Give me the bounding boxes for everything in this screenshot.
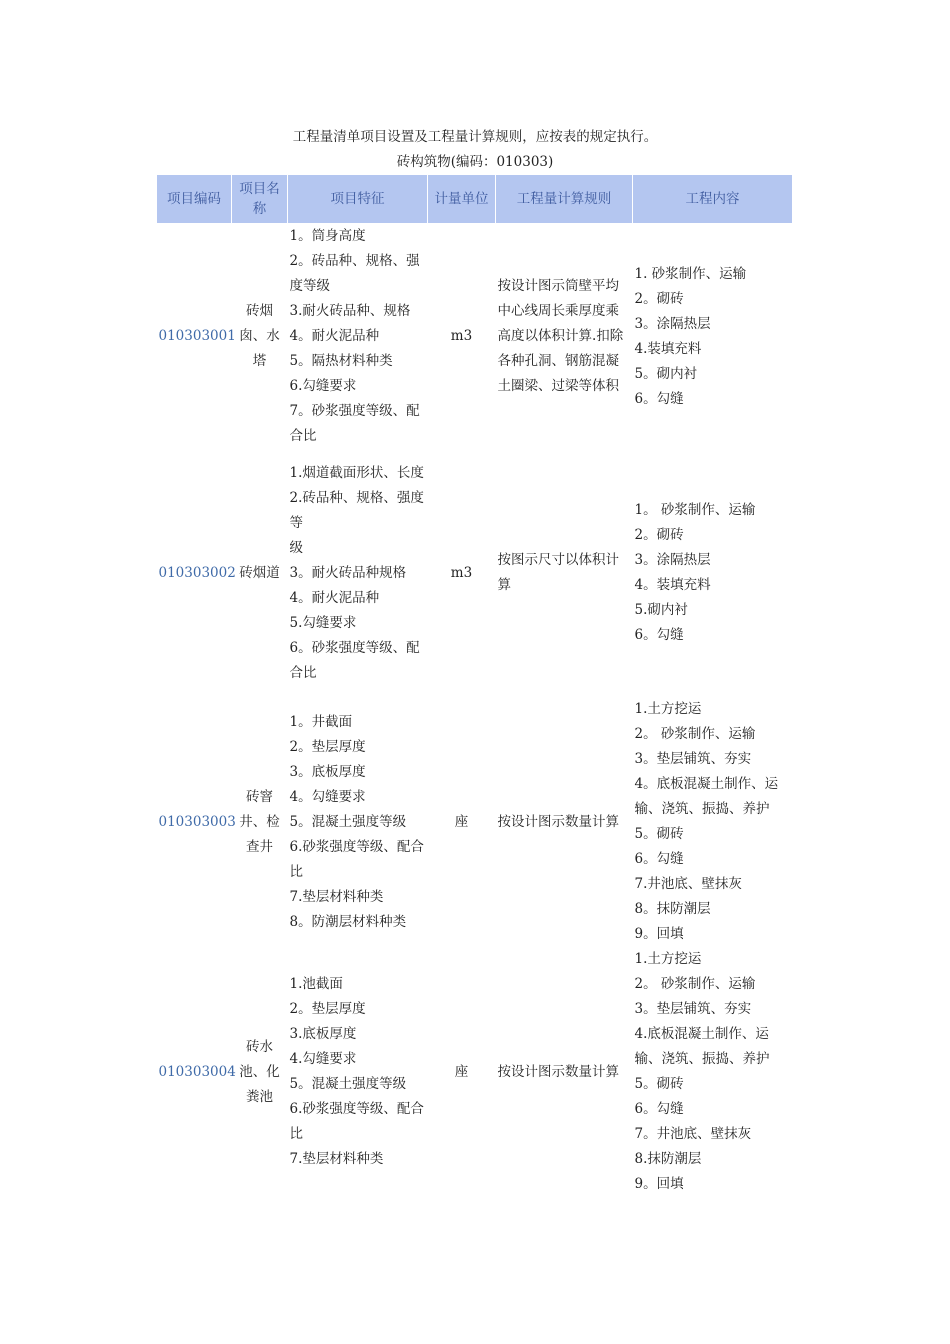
item-unit: 座: [454, 813, 469, 830]
feature-line: 3.耐火砖品种、规格: [289, 303, 411, 319]
feature-line: 6.勾缝要求: [289, 378, 357, 394]
item-rule: 按设计图示筒壁平均中心线周长乘厚度乘高度以体积计算.扣除各种孔洞、钢筋混凝土圈梁、过梁等体积: [497, 278, 624, 394]
item-rule: 按设计图示数量计算: [497, 1063, 619, 1080]
item-name: 砖水池、化粪池: [239, 1038, 280, 1105]
feature-line: 5。混凝土强度等级: [289, 1076, 407, 1092]
item-name: 砖烟道: [239, 564, 280, 581]
content-line: 8.抹防潮层: [634, 1151, 702, 1167]
intro-text: 工程量清单项目设置及工程量计算规则，应按表的规定执行。: [292, 129, 658, 145]
content-line: 4。装填充料: [634, 577, 711, 593]
item-unit: m3: [450, 564, 473, 581]
feature-line: 6。砂浆强度等级、配合比: [289, 639, 420, 681]
feature-line: 2。垫层厚度: [289, 738, 366, 755]
content-line: 9。回填: [634, 926, 684, 942]
item-features: [288, 947, 428, 1197]
item-unit: 座: [454, 1063, 469, 1080]
content-line: 5。砌砖: [634, 826, 684, 842]
feature-line: 4。勾缝要求: [289, 788, 366, 805]
feature-line: 6.砂浆强度等级、配合比: [289, 838, 424, 880]
content-line: 1.土方挖运: [634, 951, 702, 967]
content-line: 3。涂隔热层: [634, 552, 711, 568]
table-caption: 砖构筑物(编码：010303): [396, 154, 554, 170]
feature-line: 7。砂浆强度等级、配合比: [289, 403, 420, 444]
feature-line: 8。防潮层材料种类: [289, 913, 407, 930]
content-line: 7。井池底、壁抹灰: [634, 1126, 752, 1142]
table-header-row: [157, 175, 793, 224]
content-line: 6。勾缝: [634, 851, 684, 867]
content-line: 4.装填充料: [634, 340, 702, 357]
item-name: 砖烟囱、水塔: [239, 303, 280, 369]
item-code: 010303002: [158, 564, 236, 581]
item-content: [633, 697, 793, 947]
feature-line: 3。底板厚度: [289, 763, 366, 780]
header-content: 工程内容: [633, 175, 793, 224]
content-line: 5。砌砖: [634, 1076, 684, 1092]
content-line: 1。 砂浆制作、运输: [634, 502, 756, 518]
header-rule: 工程量计算规则: [496, 175, 633, 224]
feature-line: 3。耐火砖品种规格: [289, 564, 407, 581]
table-row: [157, 697, 793, 947]
bill-of-quantities-table: [156, 174, 793, 1197]
table-row: [157, 947, 793, 1197]
content-line: 8。抹防潮层: [634, 901, 711, 917]
content-line: 2。砌砖: [634, 527, 684, 543]
feature-line: 1。筒身高度: [289, 228, 366, 244]
content-line: 6。勾缝: [634, 627, 684, 643]
item-content: [633, 224, 793, 450]
table-row: [157, 449, 793, 697]
feature-line: 1.烟道截面形状、长度: [289, 464, 424, 481]
feature-line: 6.砂浆强度等级、配合比: [289, 1101, 424, 1142]
item-code: 010303001: [158, 328, 236, 344]
feature-line: 1。井截面: [289, 713, 353, 730]
content-line: 2。 砂浆制作、运输: [634, 726, 756, 742]
item-features: [288, 224, 428, 450]
content-line: 7.井池底、壁抹灰: [634, 876, 742, 892]
header-code: 项目编码: [157, 175, 232, 224]
content-line: 6。勾缝: [634, 390, 684, 407]
feature-line: 5.勾缝要求: [289, 614, 357, 631]
content-line: 1. 砂浆制作、运输: [634, 265, 747, 282]
header-name: 项目名称: [232, 175, 288, 224]
feature-line: 2.砖品种、规格、强度等: [289, 489, 424, 531]
feature-line: 1.池截面: [289, 976, 343, 992]
content-line: 4。底板混凝土制作、运输、浇筑、振捣、养护: [634, 776, 779, 817]
item-unit: m3: [450, 328, 473, 344]
item-features: [288, 697, 428, 947]
feature-line: 3.底板厚度: [289, 1026, 357, 1042]
content-line: 2。砌砖: [634, 290, 684, 307]
content-line: 5.砌内衬: [634, 602, 688, 618]
feature-line: 级: [289, 539, 303, 556]
header-unit: 计量单位: [428, 175, 496, 224]
item-features: [288, 449, 428, 697]
item-content: [633, 449, 793, 697]
item-code: 010303004: [158, 1063, 236, 1080]
feature-line: 4.勾缝要求: [289, 1051, 357, 1067]
content-line: 4.底板混凝土制作、运输、浇筑、振捣、养护: [634, 1026, 770, 1067]
item-code: 010303003: [158, 813, 236, 830]
feature-line: 2。垫层厚度: [289, 1001, 366, 1017]
item-rule: 按图示尺寸以体积计算: [497, 552, 619, 593]
content-line: 6。勾缝: [634, 1101, 684, 1117]
feature-line: 2。砖品种、规格、强度等级: [289, 253, 420, 294]
feature-line: 7.垫层材料种类: [289, 1151, 384, 1167]
item-rule: 按设计图示数量计算: [497, 813, 619, 830]
feature-line: 7.垫层材料种类: [289, 888, 384, 905]
table-row: [157, 224, 793, 450]
feature-line: 5。隔热材料种类: [289, 353, 393, 369]
feature-line: 4。耐火泥品种: [289, 328, 380, 344]
feature-line: 4。耐火泥品种: [289, 589, 380, 606]
content-line: 3。垫层铺筑、夯实: [634, 751, 752, 767]
header-features: 项目特征: [288, 175, 428, 224]
content-line: 1.土方挖运: [634, 701, 702, 717]
content-line: 5。砌内衬: [634, 365, 698, 382]
content-line: 9。回填: [634, 1176, 684, 1192]
item-name: 砖窨井、检查井: [239, 788, 280, 855]
content-line: 3。涂隔热层: [634, 315, 711, 332]
item-content: [633, 947, 793, 1197]
feature-line: 5。混凝土强度等级: [289, 813, 407, 830]
content-line: 3。垫层铺筑、夯实: [634, 1001, 752, 1017]
content-line: 2。 砂浆制作、运输: [634, 976, 756, 992]
